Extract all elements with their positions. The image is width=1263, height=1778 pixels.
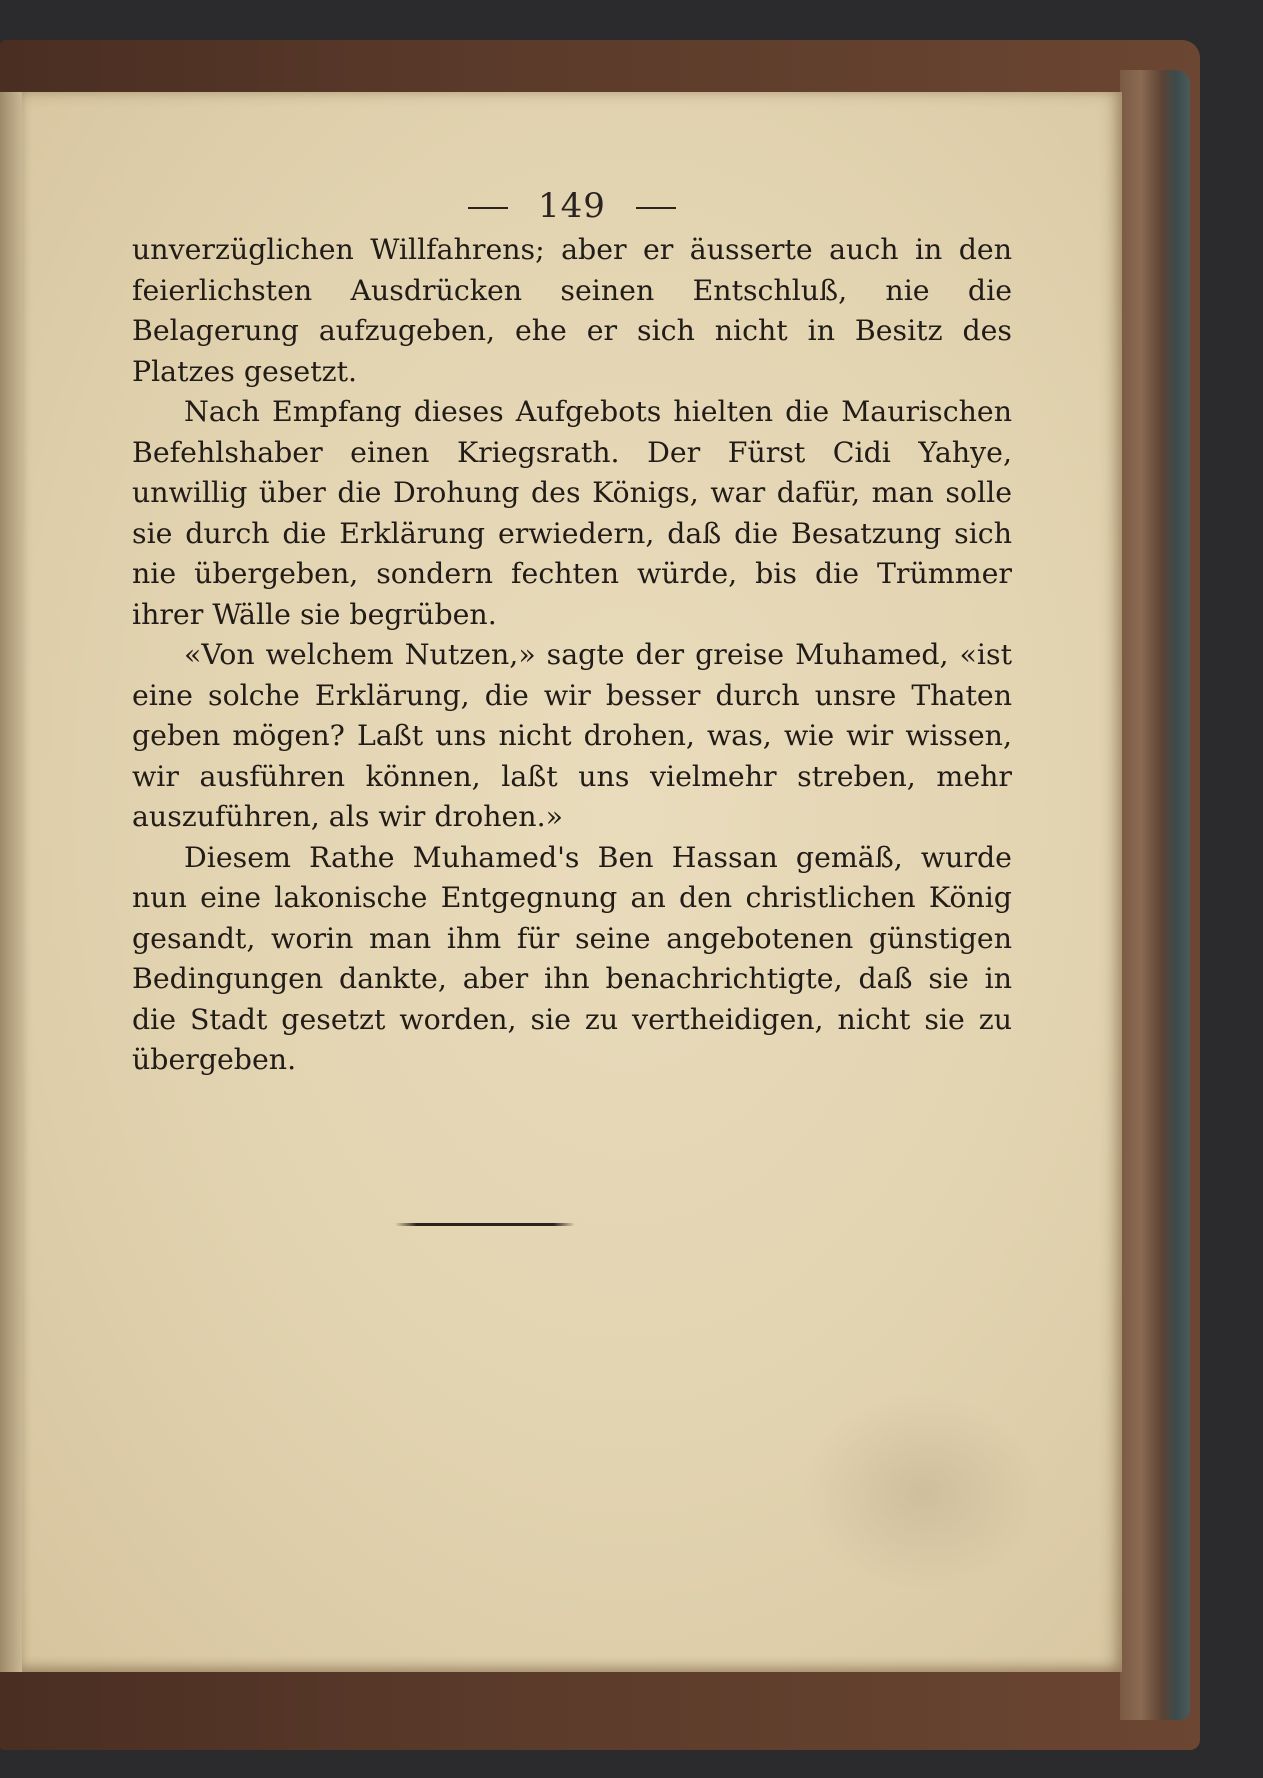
- book-page: [22, 92, 1122, 1672]
- header-dash-left: [468, 207, 508, 209]
- header-dash-right: [636, 207, 676, 209]
- paragraph-2: Nach Empfang dieses Aufgebots hielten die Maurischen Befehlshaber einen Kriegsrath. Der Fürst Cidi Yahye, unwillig über die Drohung des Königs, war dafür, man solle sie durch die Erklärung erwiedern, daß die Besatzung sich nie übergeben, sondern fechten würde, bis die Trümmer ihrer Wälle sie begrüben.: [132, 395, 1012, 631]
- paragraph-4: Diesem Rathe Muhamed's Ben Hassan gemäß, wurde nun eine lakonische Entgegnung an den christlichen König gesandt, worin man ihm für seine angebotenen günstigen Bedingungen dankte, aber ihn benachrichtigte, daß sie in die Stadt gesetzt worden, sie zu vertheidigen, nicht sie zu übergeben.: [132, 840, 1012, 1076]
- page-stain: [802, 1392, 1042, 1592]
- page-gutter: [0, 92, 22, 1672]
- paragraph-1: unverzüglichen Willfahrens; aber er äusserte auch in den feierlichsten Ausdrücken seinen Entschluß, nie die Belagerung aufzugeben, ehe er sich nicht in Besitz des Platzes gesetzt.: [132, 233, 1012, 388]
- page-number: 149: [538, 186, 606, 226]
- paragraph-3: «Von welchem Nutzen,» sagte der greise Muhamed, «ist eine solche Erklärung, die wir besser durch unsre Thaten geben mögen? Laßt uns nicht drohen, was, wie wir wissen, wir ausführen können, laßt uns vielmehr streben, mehr auszuführen, als wir drohen.»: [132, 638, 1012, 833]
- page-header: [22, 186, 1122, 226]
- end-rule: [395, 1223, 575, 1226]
- book-cover-edge: [1120, 70, 1190, 1720]
- body-text: [132, 230, 1012, 1081]
